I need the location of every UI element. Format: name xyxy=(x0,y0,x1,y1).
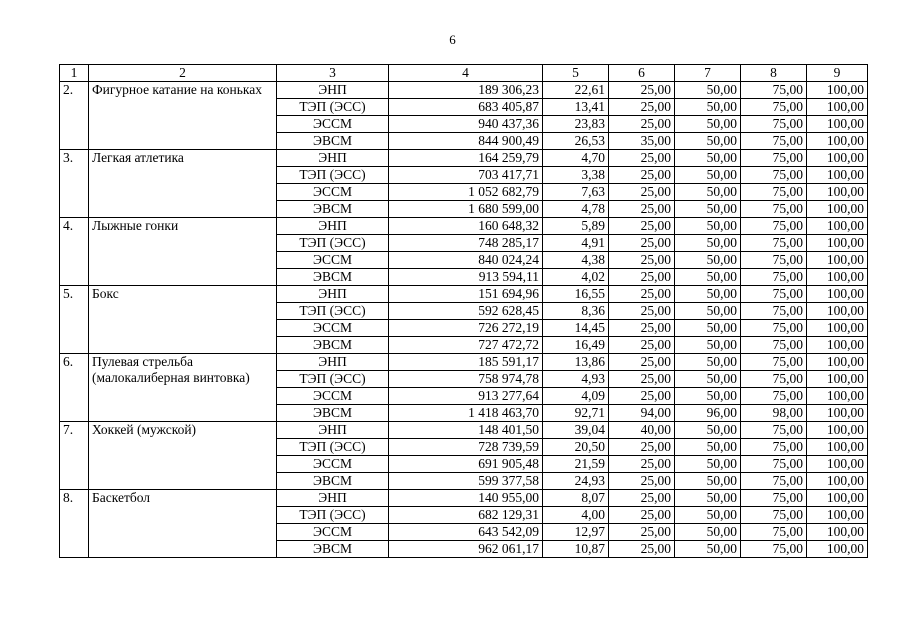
value-cell: 913 277,64 xyxy=(389,388,543,405)
value-cell: 25,00 xyxy=(609,354,675,371)
header-cell: 3 xyxy=(277,65,389,82)
stage-code: ТЭП (ЭСС) xyxy=(277,235,389,252)
row-number: 6. xyxy=(60,354,89,422)
value-cell: 8,07 xyxy=(543,490,609,507)
value-cell: 50,00 xyxy=(675,422,741,439)
value-cell: 35,00 xyxy=(609,133,675,150)
value-cell: 25,00 xyxy=(609,388,675,405)
value-cell: 50,00 xyxy=(675,218,741,235)
value-cell: 75,00 xyxy=(741,184,807,201)
value-cell: 50,00 xyxy=(675,473,741,490)
value-cell: 726 272,19 xyxy=(389,320,543,337)
value-cell: 164 259,79 xyxy=(389,150,543,167)
stage-code: ЭВСМ xyxy=(277,473,389,490)
value-cell: 25,00 xyxy=(609,456,675,473)
value-cell: 4,00 xyxy=(543,507,609,524)
row-number: 2. xyxy=(60,82,89,150)
value-cell: 100,00 xyxy=(807,422,868,439)
value-cell: 50,00 xyxy=(675,439,741,456)
value-cell: 50,00 xyxy=(675,541,741,558)
stage-code: ТЭП (ЭСС) xyxy=(277,167,389,184)
header-row xyxy=(60,65,868,82)
value-cell: 50,00 xyxy=(675,303,741,320)
value-cell: 75,00 xyxy=(741,473,807,490)
value-cell: 26,53 xyxy=(543,133,609,150)
value-cell: 25,00 xyxy=(609,116,675,133)
value-cell: 100,00 xyxy=(807,320,868,337)
value-cell: 100,00 xyxy=(807,184,868,201)
table-row xyxy=(60,354,868,371)
value-cell: 50,00 xyxy=(675,507,741,524)
value-cell: 840 024,24 xyxy=(389,252,543,269)
value-cell: 98,00 xyxy=(741,405,807,422)
value-cell: 4,70 xyxy=(543,150,609,167)
stage-code: ЭССМ xyxy=(277,456,389,473)
table-body xyxy=(60,65,868,558)
value-cell: 50,00 xyxy=(675,150,741,167)
value-cell: 683 405,87 xyxy=(389,99,543,116)
value-cell: 75,00 xyxy=(741,388,807,405)
value-cell: 75,00 xyxy=(741,439,807,456)
value-cell: 25,00 xyxy=(609,269,675,286)
value-cell: 12,97 xyxy=(543,524,609,541)
header-cell: 4 xyxy=(389,65,543,82)
sport-name: Легкая атлетика xyxy=(89,150,277,218)
stage-code: ЭССМ xyxy=(277,184,389,201)
value-cell: 75,00 xyxy=(741,286,807,303)
value-cell: 94,00 xyxy=(609,405,675,422)
value-cell: 10,87 xyxy=(543,541,609,558)
table-row xyxy=(60,286,868,303)
value-cell: 50,00 xyxy=(675,235,741,252)
value-cell: 75,00 xyxy=(741,201,807,218)
stage-code: ТЭП (ЭСС) xyxy=(277,507,389,524)
sport-name: Хоккей (мужской) xyxy=(89,422,277,490)
value-cell: 75,00 xyxy=(741,456,807,473)
value-cell: 844 900,49 xyxy=(389,133,543,150)
stage-code: ЭВСМ xyxy=(277,269,389,286)
value-cell: 8,36 xyxy=(543,303,609,320)
value-cell: 23,83 xyxy=(543,116,609,133)
value-cell: 4,09 xyxy=(543,388,609,405)
value-cell: 75,00 xyxy=(741,303,807,320)
value-cell: 14,45 xyxy=(543,320,609,337)
value-cell: 75,00 xyxy=(741,337,807,354)
value-cell: 100,00 xyxy=(807,371,868,388)
header-cell: 7 xyxy=(675,65,741,82)
value-cell: 148 401,50 xyxy=(389,422,543,439)
value-cell: 75,00 xyxy=(741,167,807,184)
table-row xyxy=(60,490,868,507)
value-cell: 40,00 xyxy=(609,422,675,439)
stage-code: ТЭП (ЭСС) xyxy=(277,303,389,320)
value-cell: 25,00 xyxy=(609,184,675,201)
stage-code: ЭССМ xyxy=(277,320,389,337)
sport-name: Бокс xyxy=(89,286,277,354)
value-cell: 100,00 xyxy=(807,439,868,456)
value-cell: 100,00 xyxy=(807,82,868,99)
value-cell: 75,00 xyxy=(741,541,807,558)
value-cell: 703 417,71 xyxy=(389,167,543,184)
stage-code: ЭССМ xyxy=(277,116,389,133)
header-cell: 1 xyxy=(60,65,89,82)
value-cell: 75,00 xyxy=(741,371,807,388)
value-cell: 75,00 xyxy=(741,218,807,235)
value-cell: 50,00 xyxy=(675,371,741,388)
value-cell: 100,00 xyxy=(807,286,868,303)
value-cell: 75,00 xyxy=(741,507,807,524)
value-cell: 50,00 xyxy=(675,252,741,269)
value-cell: 940 437,36 xyxy=(389,116,543,133)
value-cell: 75,00 xyxy=(741,269,807,286)
header-cell: 2 xyxy=(89,65,277,82)
sport-name: Лыжные гонки xyxy=(89,218,277,286)
value-cell: 75,00 xyxy=(741,235,807,252)
header-cell: 8 xyxy=(741,65,807,82)
value-cell: 643 542,09 xyxy=(389,524,543,541)
value-cell: 50,00 xyxy=(675,133,741,150)
header-cell: 5 xyxy=(543,65,609,82)
value-cell: 599 377,58 xyxy=(389,473,543,490)
row-number: 8. xyxy=(60,490,89,558)
value-cell: 100,00 xyxy=(807,456,868,473)
value-cell: 50,00 xyxy=(675,116,741,133)
value-cell: 100,00 xyxy=(807,405,868,422)
value-cell: 100,00 xyxy=(807,388,868,405)
table-row xyxy=(60,422,868,439)
table-row xyxy=(60,218,868,235)
stage-code: ЭВСМ xyxy=(277,201,389,218)
value-cell: 92,71 xyxy=(543,405,609,422)
value-cell: 100,00 xyxy=(807,133,868,150)
value-cell: 25,00 xyxy=(609,439,675,456)
stage-code: ТЭП (ЭСС) xyxy=(277,371,389,388)
value-cell: 50,00 xyxy=(675,82,741,99)
value-cell: 39,04 xyxy=(543,422,609,439)
value-cell: 100,00 xyxy=(807,473,868,490)
stage-code: ЭССМ xyxy=(277,252,389,269)
value-cell: 16,49 xyxy=(543,337,609,354)
value-cell: 50,00 xyxy=(675,320,741,337)
value-cell: 100,00 xyxy=(807,201,868,218)
value-cell: 913 594,11 xyxy=(389,269,543,286)
value-cell: 20,50 xyxy=(543,439,609,456)
stage-code: ЭНП xyxy=(277,422,389,439)
stage-code: ЭВСМ xyxy=(277,541,389,558)
sport-name: Пулевая стрельба (малокалиберная винтовка) xyxy=(89,354,277,422)
value-cell: 25,00 xyxy=(609,490,675,507)
value-cell: 1 418 463,70 xyxy=(389,405,543,422)
value-cell: 758 974,78 xyxy=(389,371,543,388)
value-cell: 3,38 xyxy=(543,167,609,184)
value-cell: 25,00 xyxy=(609,524,675,541)
value-cell: 75,00 xyxy=(741,354,807,371)
value-cell: 25,00 xyxy=(609,507,675,524)
value-cell: 24,93 xyxy=(543,473,609,490)
value-cell: 50,00 xyxy=(675,99,741,116)
value-cell: 100,00 xyxy=(807,490,868,507)
row-number: 3. xyxy=(60,150,89,218)
row-number: 5. xyxy=(60,286,89,354)
value-cell: 25,00 xyxy=(609,286,675,303)
value-cell: 25,00 xyxy=(609,167,675,184)
table-row xyxy=(60,82,868,99)
header-cell: 9 xyxy=(807,65,868,82)
sport-name: Фигурное катание на коньках xyxy=(89,82,277,150)
value-cell: 962 061,17 xyxy=(389,541,543,558)
value-cell: 22,61 xyxy=(543,82,609,99)
value-cell: 7,63 xyxy=(543,184,609,201)
stage-code: ЭНП xyxy=(277,218,389,235)
value-cell: 728 739,59 xyxy=(389,439,543,456)
value-cell: 13,41 xyxy=(543,99,609,116)
stage-code: ЭНП xyxy=(277,490,389,507)
value-cell: 50,00 xyxy=(675,201,741,218)
value-cell: 50,00 xyxy=(675,354,741,371)
value-cell: 25,00 xyxy=(609,82,675,99)
value-cell: 16,55 xyxy=(543,286,609,303)
value-cell: 727 472,72 xyxy=(389,337,543,354)
stage-code: ЭССМ xyxy=(277,388,389,405)
value-cell: 50,00 xyxy=(675,269,741,286)
value-cell: 25,00 xyxy=(609,218,675,235)
value-cell: 75,00 xyxy=(741,524,807,541)
value-cell: 4,78 xyxy=(543,201,609,218)
stage-code: ЭВСМ xyxy=(277,133,389,150)
row-number: 4. xyxy=(60,218,89,286)
value-cell: 50,00 xyxy=(675,184,741,201)
stage-code: ЭНП xyxy=(277,286,389,303)
value-cell: 25,00 xyxy=(609,473,675,490)
value-cell: 100,00 xyxy=(807,235,868,252)
value-cell: 25,00 xyxy=(609,337,675,354)
value-cell: 75,00 xyxy=(741,252,807,269)
value-cell: 25,00 xyxy=(609,541,675,558)
value-cell: 1 680 599,00 xyxy=(389,201,543,218)
value-cell: 100,00 xyxy=(807,507,868,524)
sport-name: Баскетбол xyxy=(89,490,277,558)
stage-code: ЭССМ xyxy=(277,524,389,541)
value-cell: 75,00 xyxy=(741,116,807,133)
value-cell: 25,00 xyxy=(609,150,675,167)
value-cell: 75,00 xyxy=(741,490,807,507)
table-row xyxy=(60,150,868,167)
value-cell: 4,38 xyxy=(543,252,609,269)
row-number: 7. xyxy=(60,422,89,490)
value-cell: 50,00 xyxy=(675,490,741,507)
value-cell: 100,00 xyxy=(807,337,868,354)
value-cell: 50,00 xyxy=(675,456,741,473)
value-cell: 100,00 xyxy=(807,524,868,541)
value-cell: 75,00 xyxy=(741,320,807,337)
stage-code: ЭНП xyxy=(277,354,389,371)
value-cell: 185 591,17 xyxy=(389,354,543,371)
value-cell: 748 285,17 xyxy=(389,235,543,252)
value-cell: 25,00 xyxy=(609,235,675,252)
value-cell: 25,00 xyxy=(609,303,675,320)
value-cell: 682 129,31 xyxy=(389,507,543,524)
value-cell: 100,00 xyxy=(807,150,868,167)
value-cell: 100,00 xyxy=(807,303,868,320)
value-cell: 25,00 xyxy=(609,320,675,337)
value-cell: 21,59 xyxy=(543,456,609,473)
value-cell: 25,00 xyxy=(609,99,675,116)
stage-code: ЭВСМ xyxy=(277,405,389,422)
value-cell: 160 648,32 xyxy=(389,218,543,235)
value-cell: 5,89 xyxy=(543,218,609,235)
stage-code: ТЭП (ЭСС) xyxy=(277,439,389,456)
value-cell: 25,00 xyxy=(609,201,675,218)
value-cell: 75,00 xyxy=(741,82,807,99)
value-cell: 100,00 xyxy=(807,252,868,269)
value-cell: 96,00 xyxy=(675,405,741,422)
stage-code: ЭНП xyxy=(277,150,389,167)
value-cell: 50,00 xyxy=(675,167,741,184)
stage-code: ЭНП xyxy=(277,82,389,99)
value-cell: 75,00 xyxy=(741,150,807,167)
value-cell: 25,00 xyxy=(609,252,675,269)
value-cell: 100,00 xyxy=(807,116,868,133)
value-cell: 25,00 xyxy=(609,371,675,388)
value-cell: 189 306,23 xyxy=(389,82,543,99)
value-cell: 4,91 xyxy=(543,235,609,252)
value-cell: 100,00 xyxy=(807,354,868,371)
value-cell: 100,00 xyxy=(807,541,868,558)
value-cell: 592 628,45 xyxy=(389,303,543,320)
value-cell: 140 955,00 xyxy=(389,490,543,507)
header-cell: 6 xyxy=(609,65,675,82)
value-cell: 100,00 xyxy=(807,99,868,116)
value-cell: 50,00 xyxy=(675,337,741,354)
value-cell: 1 052 682,79 xyxy=(389,184,543,201)
value-cell: 100,00 xyxy=(807,218,868,235)
value-cell: 50,00 xyxy=(675,286,741,303)
value-cell: 50,00 xyxy=(675,524,741,541)
value-cell: 50,00 xyxy=(675,388,741,405)
value-cell: 75,00 xyxy=(741,99,807,116)
value-cell: 4,02 xyxy=(543,269,609,286)
stage-code: ТЭП (ЭСС) xyxy=(277,99,389,116)
stage-code: ЭВСМ xyxy=(277,337,389,354)
page-number: 6 xyxy=(449,32,456,47)
value-cell: 151 694,96 xyxy=(389,286,543,303)
value-cell: 75,00 xyxy=(741,422,807,439)
value-cell: 100,00 xyxy=(807,167,868,184)
value-cell: 4,93 xyxy=(543,371,609,388)
value-cell: 100,00 xyxy=(807,269,868,286)
value-cell: 13,86 xyxy=(543,354,609,371)
value-cell: 691 905,48 xyxy=(389,456,543,473)
data-table xyxy=(59,64,868,558)
value-cell: 75,00 xyxy=(741,133,807,150)
